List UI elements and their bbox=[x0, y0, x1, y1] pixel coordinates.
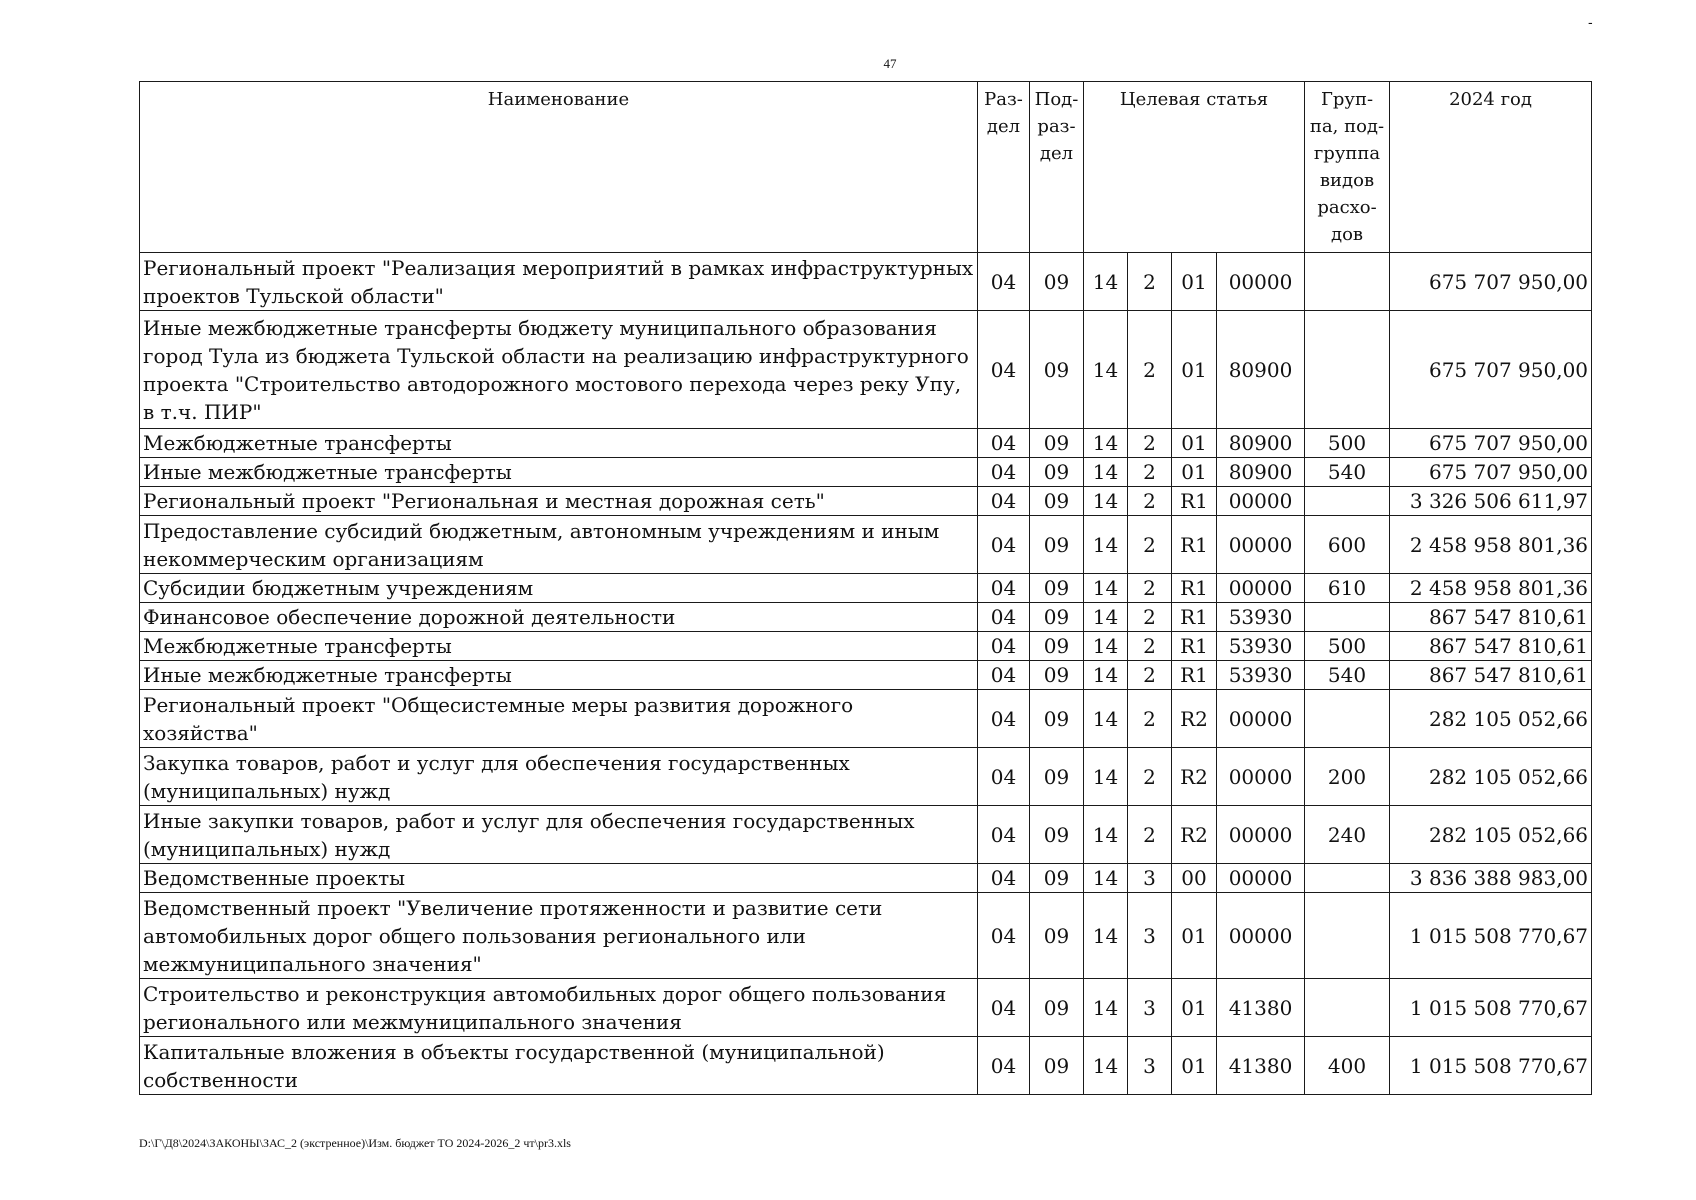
row-target-direction: 00000 bbox=[1217, 806, 1305, 864]
row-name: Ведомственный проект "Увеличение протяженности и развитие сети автомобильных дорог общего пользования регионального или межмуниципального значения" bbox=[140, 893, 978, 979]
row-expense-group: 240 bbox=[1305, 806, 1390, 864]
row-target-type: 2 bbox=[1128, 311, 1172, 429]
row-name: Иные межбюджетные трансферты бюджету муниципального образования город Тула из бюджета Тульской области на реализацию инфраструктурного проекта "Строительство автодорожного мостового перехода через реку Упу, в т.ч. ПИР" bbox=[140, 311, 978, 429]
row-target-type: 2 bbox=[1128, 487, 1172, 516]
row-expense-group bbox=[1305, 893, 1390, 979]
row-target-project: 01 bbox=[1172, 893, 1217, 979]
row-razdel: 04 bbox=[978, 458, 1030, 487]
row-target-project: 01 bbox=[1172, 311, 1217, 429]
row-amount: 867 547 810,61 bbox=[1390, 661, 1592, 690]
footer-file-path: D:\Г\Д8\2024\ЗАКОНЫ\ЗАС_2 (экстренное)\Изм. бюджет ТО 2024-2026_2 чт\pr3.xls bbox=[139, 1136, 571, 1150]
row-target-program: 14 bbox=[1084, 864, 1128, 893]
row-target-program: 14 bbox=[1084, 311, 1128, 429]
row-expense-group: 500 bbox=[1305, 632, 1390, 661]
row-target-project: R1 bbox=[1172, 516, 1217, 574]
table-row bbox=[140, 1037, 1592, 1095]
row-target-type: 3 bbox=[1128, 1037, 1172, 1095]
table-row bbox=[140, 632, 1592, 661]
table-row bbox=[140, 806, 1592, 864]
row-target-program: 14 bbox=[1084, 458, 1128, 487]
row-podrazdel: 09 bbox=[1030, 603, 1084, 632]
row-podrazdel: 09 bbox=[1030, 748, 1084, 806]
row-razdel: 04 bbox=[978, 253, 1030, 311]
row-razdel: 04 bbox=[978, 516, 1030, 574]
row-target-direction: 53930 bbox=[1217, 661, 1305, 690]
header-group bbox=[1305, 82, 1390, 253]
header-year-label: 2024 год bbox=[1449, 89, 1532, 110]
row-target-direction: 00000 bbox=[1217, 253, 1305, 311]
row-name: Региональный проект "Общесистемные меры развития дорожного хозяйства" bbox=[140, 690, 978, 748]
row-target-project: 01 bbox=[1172, 1037, 1217, 1095]
header-group-label: Груп- па, под- группа видов расхо- дов bbox=[1309, 89, 1385, 245]
table-row bbox=[140, 516, 1592, 574]
table-row bbox=[140, 311, 1592, 429]
row-target-program: 14 bbox=[1084, 748, 1128, 806]
row-target-program: 14 bbox=[1084, 253, 1128, 311]
row-target-project: R2 bbox=[1172, 748, 1217, 806]
row-podrazdel: 09 bbox=[1030, 1037, 1084, 1095]
row-target-project: R1 bbox=[1172, 574, 1217, 603]
row-name: Ведомственные проекты bbox=[140, 864, 978, 893]
row-target-type: 2 bbox=[1128, 748, 1172, 806]
row-target-project: 01 bbox=[1172, 253, 1217, 311]
table-body bbox=[140, 253, 1592, 1095]
row-target-project: R1 bbox=[1172, 603, 1217, 632]
table-row bbox=[140, 458, 1592, 487]
row-razdel: 04 bbox=[978, 574, 1030, 603]
row-podrazdel: 09 bbox=[1030, 574, 1084, 603]
row-target-type: 2 bbox=[1128, 516, 1172, 574]
header-target bbox=[1084, 82, 1305, 253]
row-target-type: 3 bbox=[1128, 979, 1172, 1037]
row-target-project: 01 bbox=[1172, 979, 1217, 1037]
row-amount: 867 547 810,61 bbox=[1390, 632, 1592, 661]
row-target-project: R1 bbox=[1172, 632, 1217, 661]
row-name: Иные межбюджетные трансферты bbox=[140, 661, 978, 690]
row-expense-group bbox=[1305, 979, 1390, 1037]
row-target-direction: 80900 bbox=[1217, 429, 1305, 458]
row-name: Межбюджетные трансферты bbox=[140, 429, 978, 458]
header-razdel bbox=[978, 82, 1030, 253]
row-podrazdel: 09 bbox=[1030, 516, 1084, 574]
row-target-program: 14 bbox=[1084, 574, 1128, 603]
row-target-project: R1 bbox=[1172, 661, 1217, 690]
row-amount: 2 458 958 801,36 bbox=[1390, 516, 1592, 574]
row-razdel: 04 bbox=[978, 893, 1030, 979]
row-expense-group: 540 bbox=[1305, 458, 1390, 487]
row-target-direction: 53930 bbox=[1217, 632, 1305, 661]
row-target-program: 14 bbox=[1084, 806, 1128, 864]
row-expense-group bbox=[1305, 253, 1390, 311]
row-expense-group: 610 bbox=[1305, 574, 1390, 603]
row-target-type: 2 bbox=[1128, 429, 1172, 458]
row-target-type: 2 bbox=[1128, 690, 1172, 748]
row-target-type: 3 bbox=[1128, 893, 1172, 979]
row-podrazdel: 09 bbox=[1030, 458, 1084, 487]
header-year bbox=[1390, 82, 1592, 253]
row-target-direction: 00000 bbox=[1217, 864, 1305, 893]
row-target-direction: 00000 bbox=[1217, 487, 1305, 516]
row-name: Закупка товаров, работ и услуг для обеспечения государственных (муниципальных) нужд bbox=[140, 748, 978, 806]
row-target-direction: 00000 bbox=[1217, 690, 1305, 748]
table-row bbox=[140, 574, 1592, 603]
row-target-direction: 41380 bbox=[1217, 1037, 1305, 1095]
row-expense-group bbox=[1305, 603, 1390, 632]
row-podrazdel: 09 bbox=[1030, 429, 1084, 458]
row-expense-group: 600 bbox=[1305, 516, 1390, 574]
row-target-program: 14 bbox=[1084, 603, 1128, 632]
table-row bbox=[140, 429, 1592, 458]
row-expense-group bbox=[1305, 690, 1390, 748]
row-target-program: 14 bbox=[1084, 893, 1128, 979]
corner-mark: - bbox=[1588, 14, 1593, 30]
row-amount: 282 105 052,66 bbox=[1390, 690, 1592, 748]
row-name: Региональный проект "Региональная и местная дорожная сеть" bbox=[140, 487, 978, 516]
row-razdel: 04 bbox=[978, 979, 1030, 1037]
row-target-project: 01 bbox=[1172, 458, 1217, 487]
row-amount: 2 458 958 801,36 bbox=[1390, 574, 1592, 603]
row-expense-group: 200 bbox=[1305, 748, 1390, 806]
row-target-type: 2 bbox=[1128, 253, 1172, 311]
row-target-type: 2 bbox=[1128, 603, 1172, 632]
row-name: Региональный проект "Реализация мероприятий в рамках инфраструктурных проектов Тульской области" bbox=[140, 253, 978, 311]
row-target-direction: 41380 bbox=[1217, 979, 1305, 1037]
row-name: Иные закупки товаров, работ и услуг для обеспечения государственных (муниципальных) нужд bbox=[140, 806, 978, 864]
table-row bbox=[140, 487, 1592, 516]
row-amount: 675 707 950,00 bbox=[1390, 311, 1592, 429]
budget-table bbox=[139, 81, 1592, 1095]
row-podrazdel: 09 bbox=[1030, 806, 1084, 864]
table-row bbox=[140, 690, 1592, 748]
row-target-program: 14 bbox=[1084, 979, 1128, 1037]
row-target-direction: 00000 bbox=[1217, 574, 1305, 603]
row-podrazdel: 09 bbox=[1030, 253, 1084, 311]
row-name: Межбюджетные трансферты bbox=[140, 632, 978, 661]
header-razdel-label: Раз- дел bbox=[984, 89, 1023, 137]
row-name: Капитальные вложения в объекты государственной (муниципальной) собственности bbox=[140, 1037, 978, 1095]
row-razdel: 04 bbox=[978, 311, 1030, 429]
row-razdel: 04 bbox=[978, 632, 1030, 661]
row-target-type: 3 bbox=[1128, 864, 1172, 893]
table-row bbox=[140, 661, 1592, 690]
row-podrazdel: 09 bbox=[1030, 632, 1084, 661]
row-razdel: 04 bbox=[978, 864, 1030, 893]
row-podrazdel: 09 bbox=[1030, 864, 1084, 893]
row-amount: 3 326 506 611,97 bbox=[1390, 487, 1592, 516]
row-target-program: 14 bbox=[1084, 516, 1128, 574]
table-row bbox=[140, 864, 1592, 893]
row-expense-group bbox=[1305, 487, 1390, 516]
row-podrazdel: 09 bbox=[1030, 690, 1084, 748]
row-name: Иные межбюджетные трансферты bbox=[140, 458, 978, 487]
row-name: Субсидии бюджетным учреждениям bbox=[140, 574, 978, 603]
row-name: Строительство и реконструкция автомобильных дорог общего пользования регионального или межмуниципального значения bbox=[140, 979, 978, 1037]
row-target-project: 01 bbox=[1172, 429, 1217, 458]
header-podrazdel-label: Под- раз- дел bbox=[1034, 89, 1079, 164]
row-amount: 675 707 950,00 bbox=[1390, 458, 1592, 487]
row-target-project: R2 bbox=[1172, 690, 1217, 748]
row-expense-group bbox=[1305, 864, 1390, 893]
row-target-program: 14 bbox=[1084, 690, 1128, 748]
header-name bbox=[140, 82, 978, 253]
table-row bbox=[140, 253, 1592, 311]
row-podrazdel: 09 bbox=[1030, 979, 1084, 1037]
row-razdel: 04 bbox=[978, 603, 1030, 632]
row-podrazdel: 09 bbox=[1030, 487, 1084, 516]
row-amount: 282 105 052,66 bbox=[1390, 748, 1592, 806]
row-target-project: R1 bbox=[1172, 487, 1217, 516]
row-expense-group: 500 bbox=[1305, 429, 1390, 458]
row-razdel: 04 bbox=[978, 1037, 1030, 1095]
table-row bbox=[140, 603, 1592, 632]
row-target-program: 14 bbox=[1084, 429, 1128, 458]
row-name: Финансовое обеспечение дорожной деятельности bbox=[140, 603, 978, 632]
row-target-direction: 53930 bbox=[1217, 603, 1305, 632]
row-podrazdel: 09 bbox=[1030, 893, 1084, 979]
row-target-program: 14 bbox=[1084, 661, 1128, 690]
row-target-program: 14 bbox=[1084, 632, 1128, 661]
row-target-program: 14 bbox=[1084, 1037, 1128, 1095]
row-target-direction: 00000 bbox=[1217, 748, 1305, 806]
row-target-type: 2 bbox=[1128, 458, 1172, 487]
row-amount: 675 707 950,00 bbox=[1390, 429, 1592, 458]
header-row bbox=[140, 82, 1592, 253]
header-target-label: Целевая статья bbox=[1119, 89, 1269, 110]
row-target-project: R2 bbox=[1172, 806, 1217, 864]
row-razdel: 04 bbox=[978, 487, 1030, 516]
row-target-program: 14 bbox=[1084, 487, 1128, 516]
row-target-direction: 80900 bbox=[1217, 458, 1305, 487]
row-target-type: 2 bbox=[1128, 806, 1172, 864]
row-razdel: 04 bbox=[978, 661, 1030, 690]
row-razdel: 04 bbox=[978, 429, 1030, 458]
row-razdel: 04 bbox=[978, 748, 1030, 806]
row-target-type: 2 bbox=[1128, 661, 1172, 690]
row-expense-group bbox=[1305, 311, 1390, 429]
row-amount: 675 707 950,00 bbox=[1390, 253, 1592, 311]
row-podrazdel: 09 bbox=[1030, 311, 1084, 429]
row-target-project: 00 bbox=[1172, 864, 1217, 893]
row-target-direction: 00000 bbox=[1217, 893, 1305, 979]
row-target-direction: 00000 bbox=[1217, 516, 1305, 574]
row-target-type: 2 bbox=[1128, 632, 1172, 661]
row-razdel: 04 bbox=[978, 806, 1030, 864]
row-name: Предоставление субсидий бюджетным, автономным учреждениям и иным некоммерческим организациям bbox=[140, 516, 978, 574]
row-amount: 867 547 810,61 bbox=[1390, 603, 1592, 632]
header-name-label: Наименование bbox=[487, 89, 630, 110]
table-row bbox=[140, 748, 1592, 806]
header-podrazdel bbox=[1030, 82, 1084, 253]
row-amount: 1 015 508 770,67 bbox=[1390, 893, 1592, 979]
row-target-type: 2 bbox=[1128, 574, 1172, 603]
row-razdel: 04 bbox=[978, 690, 1030, 748]
row-amount: 3 836 388 983,00 bbox=[1390, 864, 1592, 893]
row-target-direction: 80900 bbox=[1217, 311, 1305, 429]
row-expense-group: 540 bbox=[1305, 661, 1390, 690]
page-number: 47 bbox=[883, 56, 897, 71]
row-amount: 1 015 508 770,67 bbox=[1390, 1037, 1592, 1095]
row-podrazdel: 09 bbox=[1030, 661, 1084, 690]
row-amount: 1 015 508 770,67 bbox=[1390, 979, 1592, 1037]
row-expense-group: 400 bbox=[1305, 1037, 1390, 1095]
row-amount: 282 105 052,66 bbox=[1390, 806, 1592, 864]
table-row bbox=[140, 979, 1592, 1037]
table-row bbox=[140, 893, 1592, 979]
